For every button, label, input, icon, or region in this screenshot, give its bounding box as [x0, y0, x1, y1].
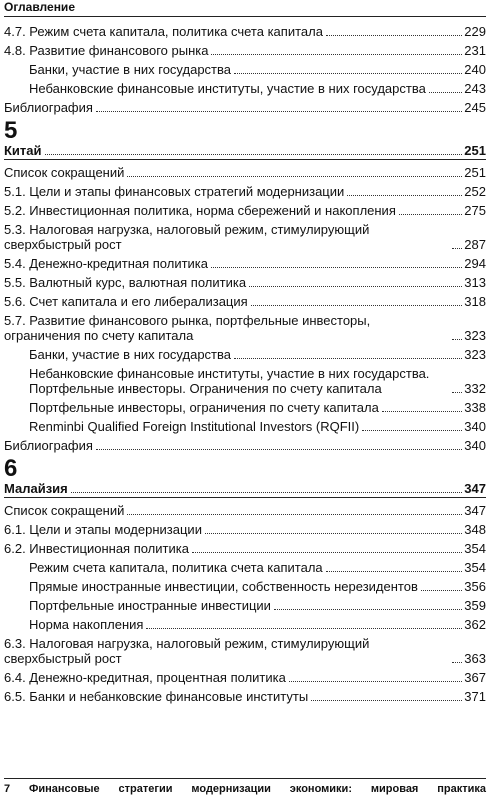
- dot-leader: [96, 111, 462, 112]
- toc-entry-title: 5.1. Цели и этапы финансовых стратегий модернизации: [4, 184, 345, 199]
- toc-entry[interactable]: [4, 541, 486, 556]
- dot-leader: [362, 430, 462, 431]
- footer-book-title-word: Финансовые: [29, 783, 100, 795]
- toc-entry-title: Список сокращений: [4, 503, 125, 518]
- toc-entry-title: Портфельные инвесторы, ограничения по счету капитала: [29, 400, 379, 415]
- toc-entry-title: 5.7. Развитие финансового рынка, портфельные инвесторы, ограничения по счету капитала: [4, 313, 371, 343]
- dot-leader: [311, 700, 462, 701]
- toc-entry-title: Режим счета капитала, политика счета капитала: [29, 560, 323, 575]
- toc-entry-page: 359: [464, 598, 486, 613]
- toc-entry-title: 6.4. Денежно-кредитная, процентная политика: [4, 670, 286, 685]
- page-footer: [4, 778, 486, 796]
- toc-entry[interactable]: [4, 670, 486, 685]
- dot-leader: [211, 267, 462, 268]
- toc-entry-page: 251: [464, 165, 486, 180]
- footer-book-title-word: экономики:: [289, 783, 352, 795]
- toc-entry[interactable]: [4, 222, 486, 252]
- toc-entry-title: Список сокращений: [4, 165, 125, 180]
- toc-entry-title: 5.5. Валютный курс, валютная политика: [4, 275, 247, 290]
- toc-entry-page: 294: [464, 256, 486, 271]
- toc-entry[interactable]: [4, 689, 486, 704]
- toc-entry[interactable]: [4, 294, 486, 309]
- toc-entry-page: 231: [464, 43, 486, 58]
- chapter-number: 5: [4, 117, 18, 144]
- toc-entry[interactable]: [4, 143, 486, 160]
- toc-entry-title: Норма накопления: [29, 617, 144, 632]
- toc-entry[interactable]: [4, 43, 486, 58]
- toc-entry-title: Небанковские финансовые институты, участие в них государства: [29, 81, 426, 96]
- toc-entry-page: 362: [464, 617, 486, 632]
- toc-entry-page: 347: [464, 481, 486, 496]
- toc-entry[interactable]: [4, 636, 486, 666]
- toc-entry-page: 354: [464, 560, 486, 575]
- toc-entry[interactable]: [4, 256, 486, 271]
- toc-entry[interactable]: [4, 275, 486, 290]
- dot-leader: [45, 154, 463, 155]
- toc-entry-title: Малайзия: [4, 481, 68, 496]
- toc-entry[interactable]: [4, 24, 486, 39]
- toc-entry-title: Банки, участие в них государства: [29, 62, 231, 77]
- dot-leader: [192, 552, 462, 553]
- dot-leader: [421, 590, 462, 591]
- dot-leader: [429, 92, 462, 93]
- toc-entry[interactable]: [4, 313, 486, 343]
- toc-entry-title: 6.2. Инвестиционная политика: [4, 541, 189, 556]
- toc-entry[interactable]: [4, 400, 486, 415]
- toc-entry[interactable]: [4, 203, 486, 218]
- toc-entry-page: 354: [464, 541, 486, 556]
- dot-leader: [347, 195, 462, 196]
- footer-book-title-word: модернизации: [191, 783, 271, 795]
- toc-entry-title: 5.4. Денежно-кредитная политика: [4, 256, 209, 271]
- table-of-contents: [4, 24, 486, 708]
- toc-entry[interactable]: [4, 560, 486, 575]
- toc-entry[interactable]: [4, 184, 486, 199]
- dot-leader: [452, 248, 462, 249]
- toc-entry-title: Библиография: [4, 100, 93, 115]
- toc-entry-title: 5.3. Налоговая нагрузка, налоговый режим, стимулирующий сверхбыстрый рост: [4, 222, 370, 252]
- dot-leader: [382, 411, 462, 412]
- dot-leader: [326, 571, 463, 572]
- toc-entry[interactable]: [4, 347, 486, 362]
- toc-entry[interactable]: [4, 62, 486, 77]
- dot-leader: [251, 305, 463, 306]
- toc-entry-title: Портфельные иностранные инвестиции: [29, 598, 271, 613]
- toc-entry-title: 6.3. Налоговая нагрузка, налоговый режим, стимулирующий сверхбыстрый рост: [4, 636, 370, 666]
- toc-entry[interactable]: [4, 617, 486, 632]
- toc-entry-title: Библиография: [4, 438, 93, 453]
- toc-entry-title: 5.2. Инвестиционная политика, норма сбережений и накопления: [4, 203, 396, 218]
- toc-entry-page: 318: [464, 294, 486, 309]
- dot-leader: [205, 533, 462, 534]
- chapter-number: 6: [4, 455, 18, 482]
- toc-entry-page: 252: [464, 184, 486, 199]
- dot-leader: [274, 609, 462, 610]
- dot-leader: [452, 392, 462, 393]
- toc-entry-page: 332: [464, 381, 486, 396]
- toc-entry-page: 371: [464, 689, 486, 704]
- toc-entry-title: Китай: [4, 143, 42, 158]
- toc-entry[interactable]: [4, 579, 486, 594]
- dot-leader: [249, 286, 462, 287]
- toc-entry-title: 5.6. Счет капитала и его либерализация: [4, 294, 248, 309]
- toc-entry-page: 347: [464, 503, 486, 518]
- toc-entry[interactable]: [4, 503, 486, 518]
- dot-leader: [127, 176, 462, 177]
- dot-leader: [234, 358, 462, 359]
- toc-entry-page: 229: [464, 24, 486, 39]
- toc-entry-page: 287: [464, 237, 486, 252]
- running-header: [4, 0, 486, 17]
- dot-leader: [289, 681, 462, 682]
- toc-entry-title: 6.1. Цели и этапы модернизации: [4, 522, 202, 537]
- toc-entry[interactable]: [4, 366, 486, 396]
- toc-entry-page: 240: [464, 62, 486, 77]
- toc-entry[interactable]: [4, 522, 486, 537]
- toc-entry-page: 323: [464, 347, 486, 362]
- toc-entry-page: 367: [464, 670, 486, 685]
- toc-entry-page: 340: [464, 419, 486, 434]
- toc-entry-title: 4.8. Развитие финансового рынка: [4, 43, 209, 58]
- dot-leader: [127, 514, 462, 515]
- toc-entry[interactable]: [4, 100, 486, 115]
- toc-entry-title: Небанковские финансовые институты, участие в них государства. Портфельные инвесторы. Ограничения по счету капитала: [29, 366, 430, 396]
- toc-entry-page: 323: [464, 328, 486, 343]
- toc-entry-page: 245: [464, 100, 486, 115]
- toc-entry-page: 243: [464, 81, 486, 96]
- footer-book-title-word: стратегии: [118, 783, 173, 795]
- dot-leader: [452, 662, 462, 663]
- toc-entry[interactable]: [4, 81, 486, 96]
- toc-entry-title: 6.5. Банки и небанковские финансовые институты: [4, 689, 309, 704]
- dot-leader: [452, 339, 462, 340]
- dot-leader: [234, 73, 462, 74]
- dot-leader: [399, 214, 462, 215]
- footer-book-title-word: мировая: [370, 783, 419, 795]
- toc-entry[interactable]: [4, 438, 486, 453]
- toc-entry[interactable]: [4, 419, 486, 434]
- toc-entry-page: 340: [464, 438, 486, 453]
- page-number: 7: [4, 783, 11, 795]
- toc-entry-page: 348: [464, 522, 486, 537]
- dot-leader: [71, 492, 463, 493]
- running-header-title: Оглавление: [4, 0, 75, 14]
- toc-entry-page: 363: [464, 651, 486, 666]
- toc-entry-page: 313: [464, 275, 486, 290]
- toc-entry-page: 356: [464, 579, 486, 594]
- footer-book-title-word: практика: [437, 783, 486, 795]
- toc-entry-page: 275: [464, 203, 486, 218]
- toc-entry-title: Прямые иностранные инвестиции, собственность нерезидентов: [29, 579, 418, 594]
- dot-leader: [146, 628, 462, 629]
- dot-leader: [96, 449, 462, 450]
- toc-entry[interactable]: [4, 481, 486, 498]
- dot-leader: [326, 35, 462, 36]
- toc-entry-title: 4.7. Режим счета капитала, политика счета капитала: [4, 24, 323, 39]
- toc-entry-title: Банки, участие в них государства: [29, 347, 231, 362]
- dot-leader: [211, 54, 462, 55]
- toc-entry-page: 338: [464, 400, 486, 415]
- toc-entry-page: 251: [464, 143, 486, 158]
- toc-entry-title: Renminbi Qualified Foreign Institutional Investors (RQFII): [29, 419, 360, 434]
- toc-entry[interactable]: [4, 165, 486, 180]
- toc-entry[interactable]: [4, 598, 486, 613]
